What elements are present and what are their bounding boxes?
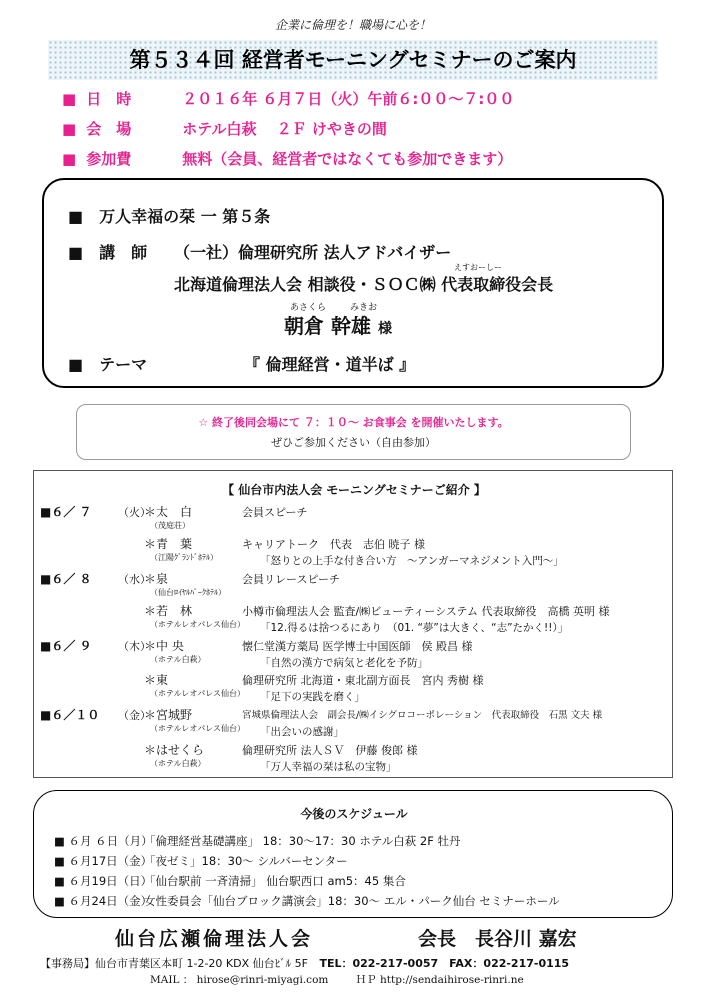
lecturer-affiliation-1: （一社）倫理研究所 法人アドバイザー — [174, 243, 452, 262]
info-row-fee — [62, 148, 512, 169]
theme-line — [68, 352, 147, 375]
seminar-venue: （ホテル白萩） — [150, 759, 206, 768]
meal-notice-line2: ぜひご参加ください（自由参加） — [271, 436, 436, 449]
theme-label: テーマ — [99, 355, 148, 374]
slogan: 企業に倫理を！職場に心を！ — [274, 18, 431, 32]
seminar-date: ■６／ ７ — [40, 505, 92, 519]
company-ruby: えすおーしー — [454, 263, 502, 272]
meal-notice-line1: ☆ 終了後同会場にて ７：１０～ お食事会 を開催いたします。 — [198, 416, 509, 429]
seminar-venue: （茂庭荘） — [150, 521, 190, 530]
seminar-speaker: ＊宮城野 — [144, 708, 193, 722]
bullet-square-icon: ■ — [68, 243, 100, 262]
seminar-speaker: ＊若 林 — [144, 604, 193, 618]
web-contact — [150, 972, 524, 987]
seminar-theme: 「万人幸福の栞は私の宝物」 — [260, 761, 397, 773]
info-label: 参加費 — [86, 150, 132, 168]
article-text: 万人幸福の栞 一 第５条 — [99, 207, 271, 226]
seminar-role: 会員リレースピーチ — [242, 573, 341, 586]
seminar-theme: 「出会いの感謝」 — [260, 726, 344, 738]
seminar-theme: 「怒りとの上手な付き合い方 ～アンガーマネジメント入門～」 — [260, 555, 564, 567]
info-value: 無料（会員、経営者ではなくても参加できます） — [182, 150, 513, 168]
homepage-link[interactable]: ＨＰ http://sendaihirose-rinri.ne — [355, 974, 524, 986]
seminar-weekday: （火） — [118, 506, 151, 519]
seminar-venue: （江陽ｸﾞﾗﾝﾄﾞﾎﾃﾙ） — [150, 553, 218, 562]
info-label: 日 時 — [86, 90, 132, 108]
meal-notice — [76, 404, 631, 460]
lecturer-affiliation-2: 北海道倫理法人会 相談役・ＳＯＣ㈱ 代表取締役会長 — [174, 275, 554, 294]
seminar-venue: （ホテルレオパレス仙台） — [150, 689, 245, 698]
schedule-item — [54, 893, 560, 909]
tel-fax: TEL：022-217-0057 FAX：022-217-0115 — [319, 957, 570, 970]
theme-text: 『 倫理経営・道半ば 』 — [244, 355, 416, 374]
schedule-item — [54, 853, 348, 869]
schedule-date: ■ ６月19日（日） — [54, 874, 153, 888]
seminar-theme: 「自然の漢方で病気と老化を予防」 — [260, 657, 428, 669]
seminar-weekday: （水） — [118, 573, 151, 586]
speaker-honorific: 様 — [377, 321, 392, 337]
seminar-role: 倫理研究所 北海道・東北副方面長 宮内 秀樹 様 — [242, 674, 484, 687]
seminar-role: 宮城県倫理法人会 副会長/㈱イシグロコーポレーション 代表取締役 石黒 文夫 様 — [242, 710, 603, 721]
lecturer-line — [68, 240, 147, 263]
seminar-date: ■６／ ９ — [40, 639, 92, 653]
seminar-role: キャリアトーク 代表 志伯 暁子 様 — [242, 538, 425, 551]
seminar-weekday: （金） — [118, 709, 151, 722]
speaker-name-text: 朝倉 幹雄 — [284, 314, 371, 338]
schedule-text: 「倫理経営基礎講座」 18：30～17：30 ホテル白萩 2F 牡丹 — [144, 834, 461, 848]
seminar-venue: （ホテルレオパレス仙台） — [150, 724, 245, 733]
info-row-datetime — [62, 88, 514, 109]
schedule-box — [33, 790, 673, 918]
lecturer-label: 講 師 — [99, 243, 148, 262]
bullet-square-icon: ■ — [68, 207, 100, 226]
seminar-date: ■６／１０ — [40, 708, 100, 722]
seminar-speaker: ＊中 央 — [144, 639, 184, 653]
seminar-role: 会員スピーチ — [242, 506, 308, 519]
bullet-square-icon: ■ — [62, 150, 77, 168]
seminar-speaker: ＊青 葉 — [144, 537, 193, 551]
seminar-speaker: ＊泉 — [144, 572, 169, 586]
speaker-name — [284, 310, 392, 339]
seminar-role: 懐仁堂漢方薬局 医学博士中国医師 侯 殿昌 様 — [242, 640, 473, 653]
seminar-theme: 「足下の実践を磨く」 — [260, 691, 365, 703]
seminar-venue: （仙台ﾛｲﾔﾙﾊﾟｰｸﾎﾃﾙ） — [150, 588, 226, 597]
seminar-heading: 【 仙台市内法人会 モーニングセミナーご紹介 】 — [222, 483, 486, 497]
info-row-venue — [62, 118, 387, 139]
schedule-date: ■ ６月17日（金） — [54, 854, 153, 868]
article-line — [68, 204, 270, 227]
schedule-date: ■ ６月 ６日（月） — [54, 834, 153, 848]
seminar-role: 小樽市倫理法人会 監査/㈱ビューティーシステム 代表取締役 高橋 英明 様 — [242, 605, 610, 618]
info-label: 会 場 — [86, 120, 132, 138]
schedule-item — [54, 833, 461, 849]
seminar-weekday: （木） — [118, 640, 151, 653]
page-title: 第５３４回 経営者モーニングセミナーのご案内 — [48, 40, 658, 80]
organization-name: 仙台広瀬倫理法人会 — [115, 928, 314, 950]
schedule-text: 女性委員会「仙台ブロック講演会」18：30～ エル・パーク仙台 セミナーホール — [144, 894, 560, 908]
mail-address[interactable]: MAIL ： hirose@rinri-miyagi.com — [150, 974, 329, 986]
info-value: ２０１６年 ６月７日（火）午前６:００～７:００ — [182, 90, 515, 108]
office-address: 【事務局】仙台市青葉区本町 1-2-20 KDX 仙台ﾋﾞﾙ 5F — [40, 957, 308, 970]
seminar-speaker: ＊東 — [144, 673, 169, 687]
schedule-date: ■ ６月24日（金） — [54, 894, 153, 908]
seminar-venue: （ホテルレオパレス仙台） — [150, 620, 245, 629]
seminar-speaker: ＊はせくら — [144, 743, 205, 757]
seminar-role: 倫理研究所 法人ＳＶ 伊藤 俊郎 様 — [242, 744, 418, 757]
speaker-box — [42, 178, 664, 388]
schedule-text: 「夜ゼミ」18：30～ シルバーセンター — [144, 854, 348, 868]
name-ruby-family: あさくら — [290, 303, 327, 313]
info-value: ホテル白萩 ２Ｆ けやきの間 — [182, 120, 387, 138]
bullet-square-icon: ■ — [62, 120, 77, 138]
seminar-speaker: ＊太 白 — [144, 505, 193, 519]
schedule-item — [54, 873, 406, 889]
schedule-text: 「仙台駅前 一斉清掃」 仙台駅西口 am5：45 集合 — [144, 874, 406, 888]
schedule-heading: 今後のスケジュール — [300, 807, 408, 821]
seminar-venue: （ホテル白萩） — [150, 655, 206, 664]
bullet-square-icon: ■ — [68, 355, 100, 374]
bullet-square-icon: ■ — [62, 90, 77, 108]
president-name: 会長 長谷川 嘉宏 — [418, 928, 577, 950]
seminar-date: ■６／ ８ — [40, 572, 92, 586]
seminar-theme: 「12.得るは捨つるにあり （01. “夢”は大きく、“志”たかく!!）」 — [260, 622, 569, 634]
office-contact — [40, 955, 569, 971]
seminar-list — [33, 470, 673, 778]
name-ruby-given: みきお — [350, 303, 378, 313]
